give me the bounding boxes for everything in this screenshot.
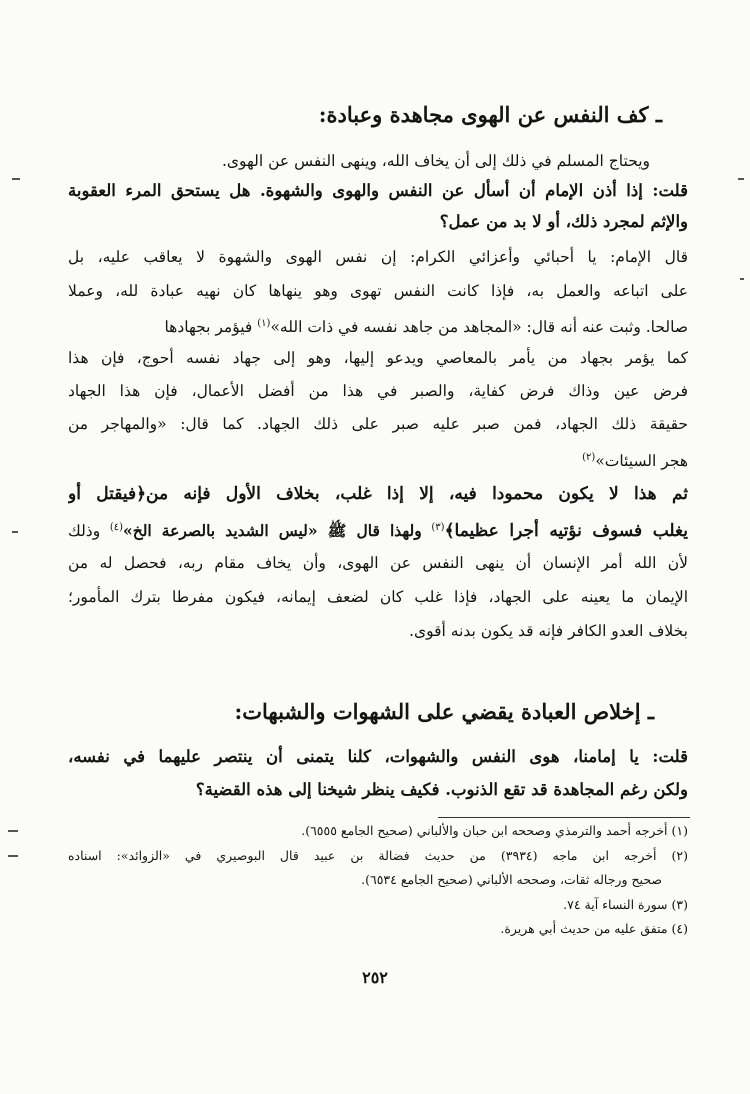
- question-line: ولكن رغم المجاهدة قد تقع الذنوب. فكيف ينظر شيخنا إلى هذه القضية؟: [195, 780, 688, 799]
- hadith-quote: ولهذا قال ﷺ «ليس الشديد بالصرعة الخ»: [123, 521, 422, 541]
- hadith-continuation: فيؤمر بجهادها: [164, 318, 253, 337]
- question-line: قلت: إذا أذن الإمام أن أسأل عن النفس والهوى والشهوة. هل يستحق المرء العقوبة: [68, 181, 688, 200]
- paragraph-line: على اتباعه والعمل به، فإذا كانت النفس تهوى وهو ينهاها كان نهيه عبادة لله، وعملا: [68, 282, 688, 300]
- scan-edge-mark: [8, 855, 18, 857]
- scan-edge-mark: [740, 278, 744, 280]
- footnote: صحيح ورجاله ثقات، وصححه الألباني (صحيح الجامع ٦٥٣٤).: [361, 872, 662, 887]
- scan-edge-mark: [12, 531, 18, 533]
- paragraph-line: فرض عين وذاك فرض كفاية، والصبر في هذا من أفضل الأعمال، فإن هذا الجهاد: [68, 382, 688, 400]
- page-number: ٢٥٢: [362, 968, 388, 987]
- paragraph-line: كما يؤمر بجهاد من يأمر بالمعاصي ويدعو إليها، وهو إلى جهاد نفسه أحوج، فإن هذا: [68, 349, 688, 367]
- paragraph-line: حقيقة ذلك الجهاد، فمن صبر عليه صبر على ذلك الجهاد. كما قال: «والمهاجر من: [68, 415, 688, 433]
- footnote: (٣) سورة النساء آية ٧٤.: [563, 897, 688, 912]
- footnote-ref: (٢): [582, 452, 596, 463]
- footnote-ref: (٤): [109, 522, 123, 533]
- scan-edge-mark: [12, 178, 20, 180]
- paragraph-line: لأن الله أمر الإنسان أن ينهى النفس عن الهوى، وأن يخاف مقام ربه، فحصل له من: [68, 554, 688, 572]
- quran-verse: يغلب فسوف نؤتيه أجرا عظيما﴾: [444, 521, 688, 542]
- paragraph-line: قال الإمام: يا أحبائي وأعزائي الكرام: إن نفس الهوى والشهوة لا يعاقب عليه، بل: [68, 248, 688, 266]
- paragraph-line: ويحتاج المسلم في ذلك إلى أن يخاف الله، وينهى النفس عن الهوى.: [221, 152, 650, 170]
- paragraph-line: يغلب فسوف نؤتيه أجرا عظيما﴾$^{(٣)}$ ولهذا قال ﷺ «ليس الشديد بالصرعة الخ»$^{(٤)}$ وذلك: [68, 521, 688, 542]
- paragraph-line: بخلاف العدو الكافر فإنه قد يكون بدنه أقوى.: [409, 622, 688, 640]
- footnote: (٢) أخرجه ابن ماجه (٣٩٣٤) من حديث فضالة بن عبيد قال البوصيري في «الزوائد»: اسناده: [68, 848, 688, 863]
- scan-edge-mark: [8, 830, 18, 832]
- footnote: (١) أخرجه أحمد والترمذي وصححه ابن حبان والألباني (صحيح الجامع ٦٥٥٥).: [301, 823, 688, 838]
- paragraph-line: [68, 310, 688, 341]
- footnote: (٤) متفق عليه من حديث أبي هريرة.: [500, 921, 688, 936]
- paragraph-line: ثم هذا لا يكون محمودا فيه، إلا إذا غلب، بخلاف الأول فإنه من﴿فيقتل أو: [68, 484, 688, 504]
- scan-edge-mark: [738, 178, 744, 180]
- paragraph-line: هجر السيئات»$^{(٢)}$: [582, 452, 688, 471]
- paragraph-line: الإيمان ما يعينه على الجهاد، فإذا غلب كان لضعف إيمانه، فيكون مفرطا بترك المأمور؛: [68, 588, 688, 606]
- section-heading-sincerity: ـ إخلاص العبادة يقضي على الشهوات والشبهات:: [234, 699, 654, 724]
- footnote-ref: (١): [257, 318, 271, 329]
- footnote-separator: [438, 817, 690, 818]
- footnote-ref: (٣): [431, 522, 445, 533]
- hadith-quote: صالحا. وثبت عنه أنه قال: «المجاهد من جاهد نفسه في ذات الله»: [270, 318, 688, 337]
- section-heading-self-restraint: ـ كف النفس عن الهوى مجاهدة وعبادة:: [318, 102, 662, 127]
- question-line: والإثم لمجرد ذلك، أو لا بد من عمل؟: [439, 212, 688, 231]
- question-line: قلت: يا إمامنا، هوى النفس والشهوات، كلنا يتمنى أن ينتصر عليهما في نفسه،: [68, 747, 688, 766]
